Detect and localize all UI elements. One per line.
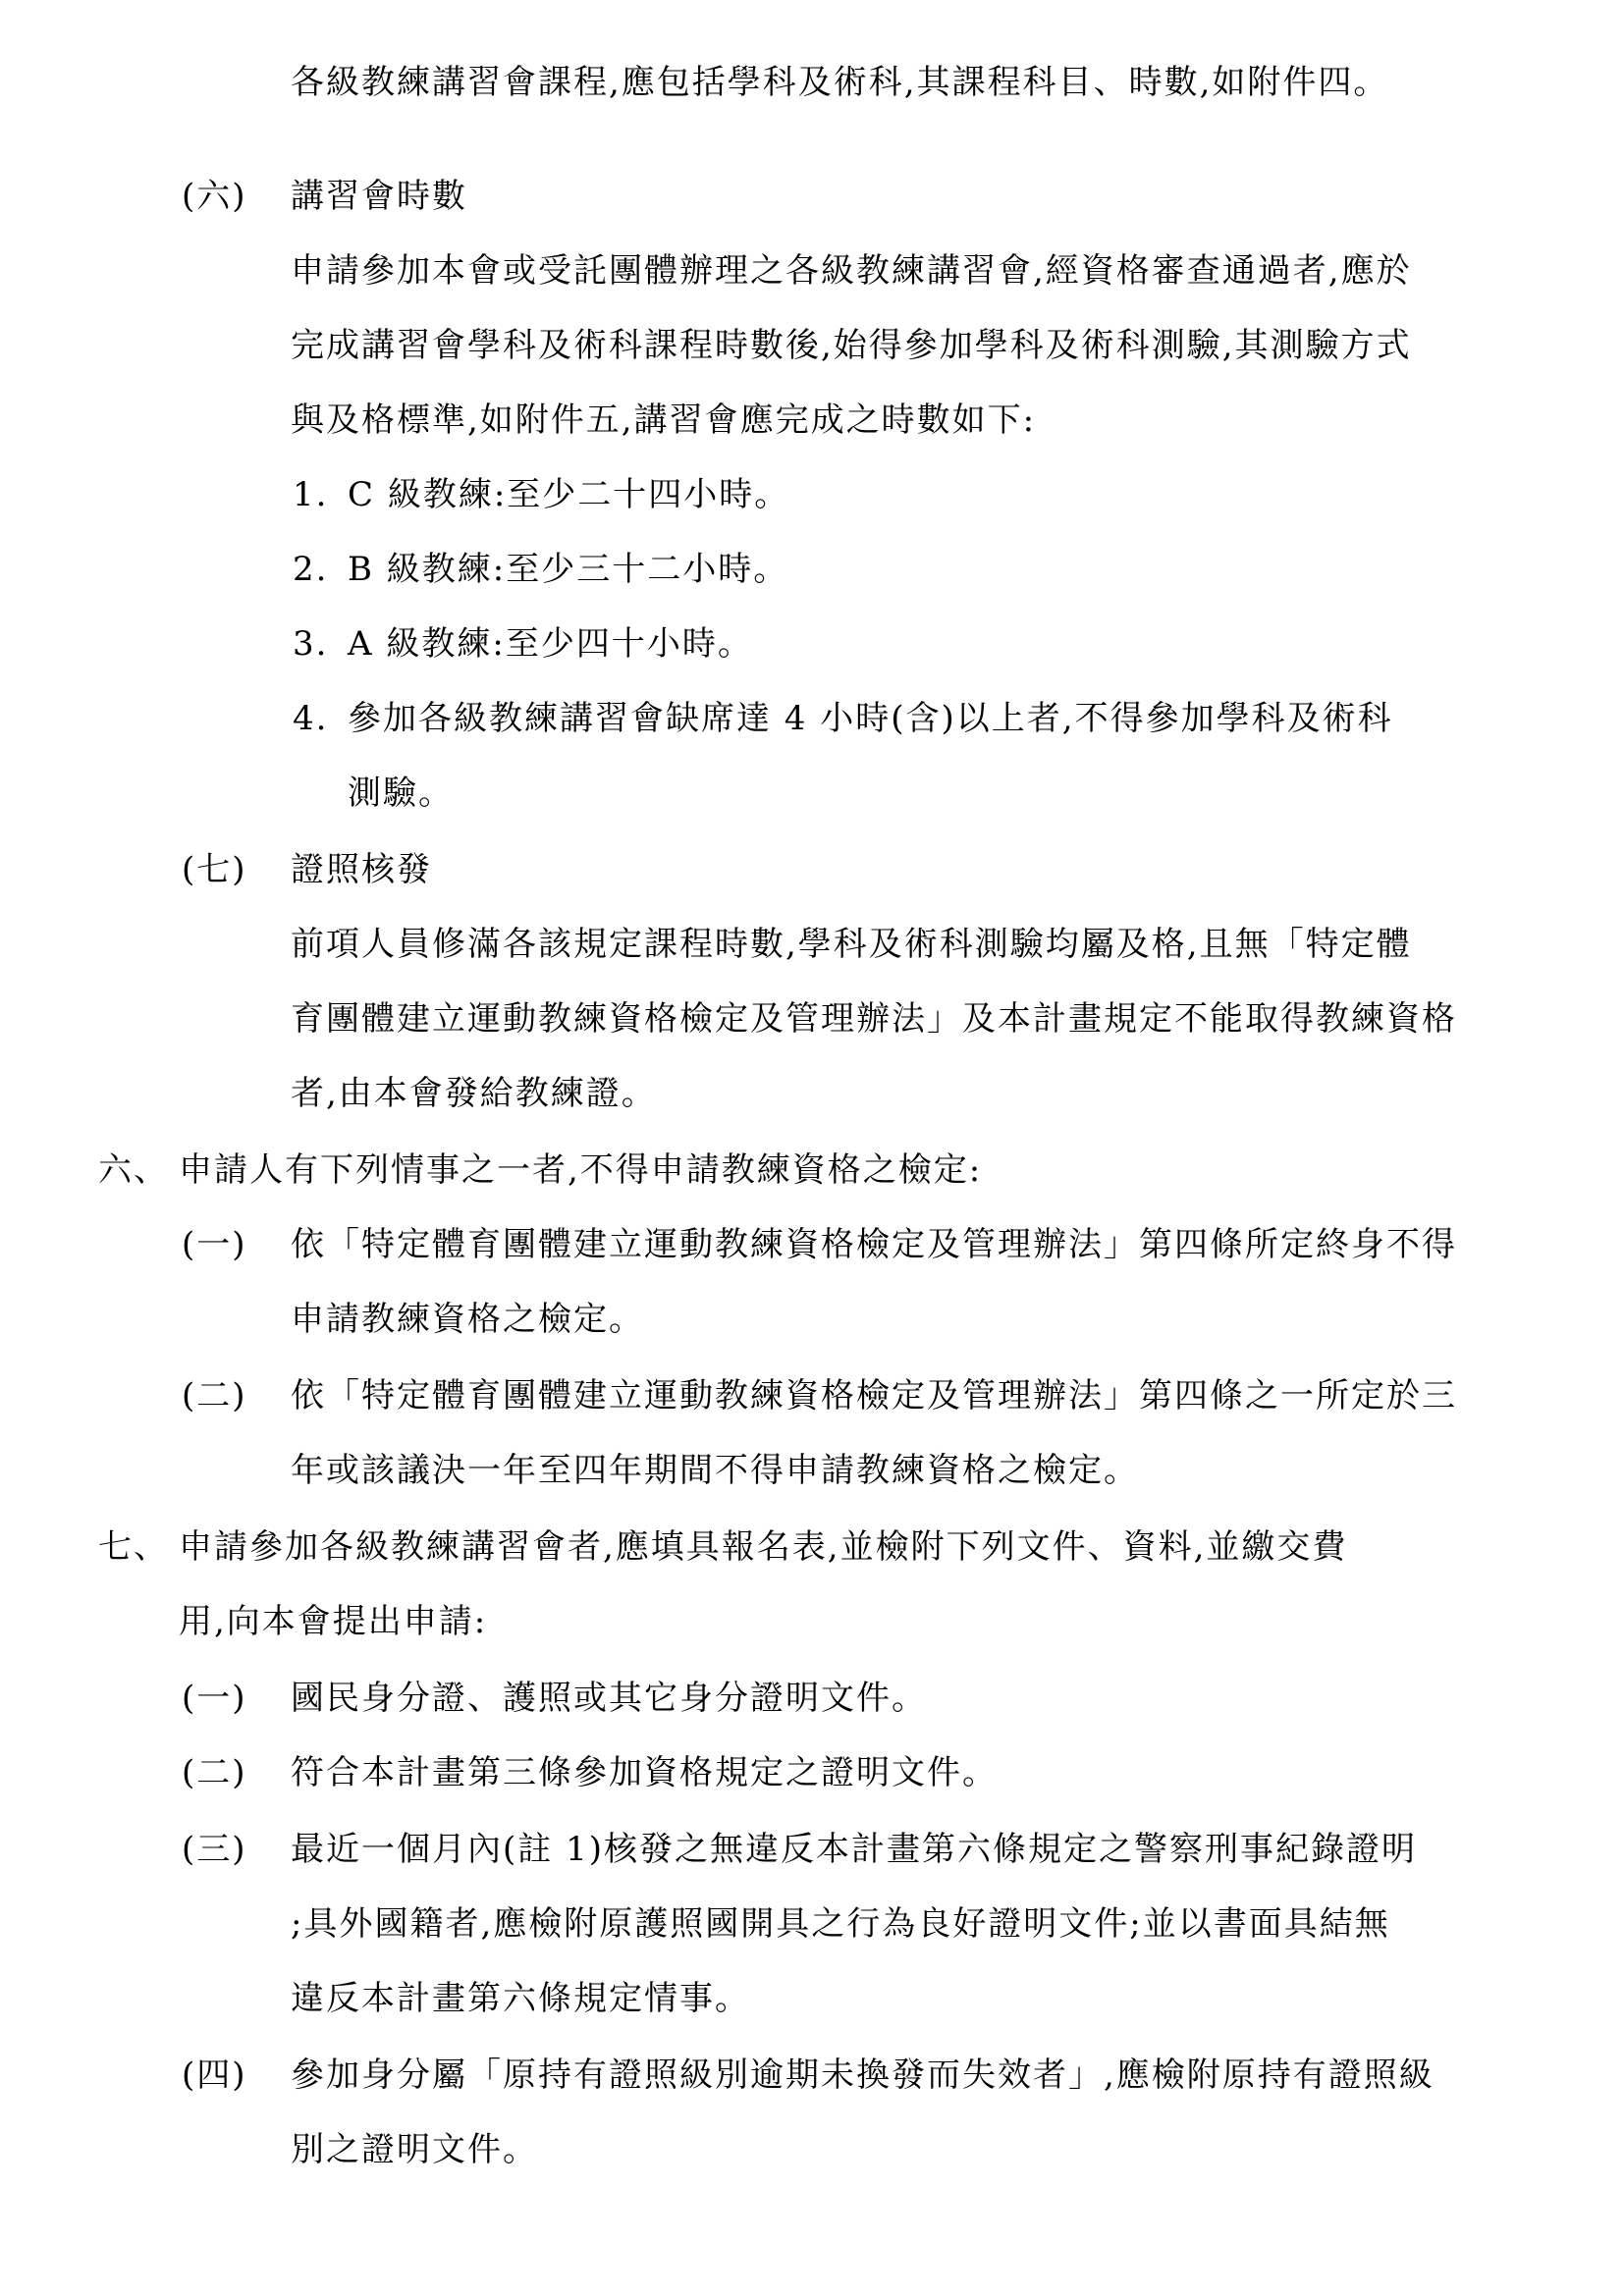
section-7-body-line-3: 者,由本會發給教練證。 <box>291 1074 657 1113</box>
item-number: 3. <box>293 624 329 664</box>
section-6-marker: (六) <box>182 177 247 216</box>
section-7-body-line-2: 育團體建立運動教練資格檢定及管理辦法」及本計畫規定不能取得教練資格 <box>291 999 1457 1039</box>
item-text: 國民身分證、護照或其它身分證明文件。 <box>291 1679 927 1718</box>
item-number: 2. <box>293 550 329 589</box>
article-7-heading-continued: 用,向本會提出申請: <box>179 1602 488 1641</box>
section-7-title: 證照核發 <box>291 850 432 889</box>
item-marker: (一) <box>182 1225 247 1264</box>
article-6-marker: 六、 <box>98 1150 169 1190</box>
article-7-item-3-continued-1: ;具外國籍者,應檢附原護照國開具之行為良好證明文件;並以書面具結無 <box>291 1904 1390 1944</box>
item-text: B 級教練:至少三十二小時。 <box>348 550 789 589</box>
item-text: 參加身分屬「原持有證照級別逾期未換發而失效者」,應檢附原持有證照級 <box>291 2056 1435 2095</box>
section-7-marker: (七) <box>182 850 247 889</box>
article-7-item-4-continued: 別之證明文件。 <box>291 2130 538 2169</box>
section-6-title: 講習會時數 <box>291 177 467 216</box>
item-text: A 級教練:至少四十小時。 <box>348 624 753 664</box>
article-7-marker: 七、 <box>98 1527 169 1567</box>
item-marker: (四) <box>182 2056 247 2095</box>
item-text: 最近一個月內(註 1)核發之無違反本計畫第六條規定之警察刑事紀錄證明 <box>291 1830 1417 1869</box>
section-6-body-line-2: 完成講習會學科及術科課程時數後,始得參加學科及術科測驗,其測驗方式 <box>291 326 1412 365</box>
article-7-title: 申請參加各級教練講習會者,應填具報名表,並檢附下列文件、資料,並繳交費 <box>179 1527 1348 1567</box>
article-6-title: 申請人有下列情事之一者,不得申請教練資格之檢定: <box>179 1150 983 1190</box>
intro-paragraph: 各級教練講習會課程,應包括學科及術科,其課程科目、時數,如附件四。 <box>291 63 1389 102</box>
section-6-body-line-1: 申請參加本會或受託團體辦理之各級教練講習會,經資格審查通過者,應於 <box>291 251 1412 291</box>
item-number: 4. <box>293 699 329 738</box>
item-marker: (三) <box>182 1830 247 1869</box>
section-6-item-4-continued: 測驗。 <box>348 774 454 813</box>
item-text: 依「特定體育團體建立運動教練資格檢定及管理辦法」第四條所定終身不得 <box>291 1225 1457 1264</box>
article-7-item-3-continued-2: 違反本計畫第六條規定情事。 <box>291 1979 750 2018</box>
item-marker: (一) <box>182 1679 247 1718</box>
item-marker: (二) <box>182 1753 247 1792</box>
section-6-body-line-3: 與及格標準,如附件五,講習會應完成之時數如下: <box>291 400 1037 440</box>
article-6-item-2-continued: 年或該議決一年至四年期間不得申請教練資格之檢定。 <box>291 1451 1139 1490</box>
article-6-item-1-continued: 申請教練資格之檢定。 <box>291 1300 644 1339</box>
item-text: 依「特定體育團體建立運動教練資格檢定及管理辦法」第四條之一所定於三 <box>291 1376 1457 1415</box>
item-number: 1. <box>293 475 329 514</box>
item-marker: (二) <box>182 1376 247 1415</box>
item-text: 符合本計畫第三條參加資格規定之證明文件。 <box>291 1753 998 1792</box>
section-7-body-line-1: 前項人員修滿各該規定課程時數,學科及術科測驗均屬及格,且無「特定體 <box>291 925 1412 964</box>
item-text: C 級教練:至少二十四小時。 <box>348 475 790 514</box>
item-text: 參加各級教練講習會缺席達 4 小時(含)以上者,不得參加學科及術科 <box>348 699 1393 738</box>
